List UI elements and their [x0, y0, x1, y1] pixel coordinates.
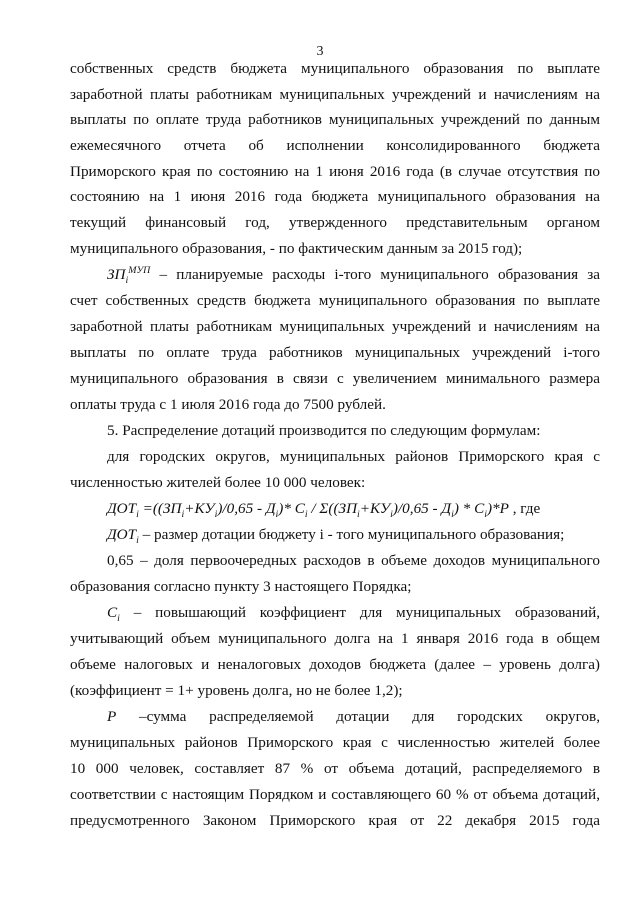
text-line: заработной платы работникам муниципальных учреждений и начислениям на	[70, 86, 600, 103]
c-definition-text: – повышающий коэффициент для муниципальных образований,	[133, 604, 601, 621]
text-line: выплаты по оплате труда работников муниципальных учреждений i-того	[70, 344, 600, 361]
text-line: муниципального образования в связи с увеличением минимального размера	[70, 370, 600, 387]
text-line: предусмотренного Законом Приморского края от 22 декабря 2015 года	[70, 812, 600, 829]
text-line: муниципального образования, - по фактическим данным за 2015 год);	[70, 240, 523, 257]
text-line: образования согласно пункту 3 настоящего Порядка;	[70, 578, 412, 595]
text-line: Приморского края по состоянию на 1 июня 2016 года (в случае отсутствия по	[70, 163, 600, 180]
dot-definition-text: – размер дотации бюджету i - того муниципального образования;	[138, 526, 565, 543]
text-line: счет собственных средств бюджета муниципального образования по выплате	[70, 292, 600, 309]
zp-superscript: МУП	[128, 264, 151, 276]
text-line: собственных средств бюджета муниципального образования по выплате	[70, 60, 600, 77]
p-symbol: Р	[107, 708, 117, 725]
text-line: муниципальных районов Приморского края с численностью жителей более	[70, 734, 600, 751]
text-line: (коэффициент = 1+ уровень долга, но не более 1,2);	[70, 682, 403, 699]
distribution-formula: $ДОТ_i =((ЗП_i+КУ_i)/0,65 - Д_i)*$ $С_i / \Sigma((ЗП_i+КУ_i)/0,65 - Д_i) * С_i)*Р$ , где	[107, 500, 541, 521]
c-definition-line	[107, 604, 601, 625]
text-line: учитывающий объем муниципального долга на 1 января 2016 года в общем	[70, 630, 600, 647]
c-subscript: i	[117, 613, 120, 625]
text-line: текущий финансовый год, утвержденного представительным органом	[70, 214, 600, 231]
text-line: численностью жителей более 10 000 человек:	[70, 474, 366, 491]
zp-definition-text: – планируемые расходы i-того муниципального образования за	[159, 266, 600, 283]
text-line: заработной платы работникам муниципальных учреждений и начислениям на	[70, 318, 600, 335]
p-definition-line	[107, 708, 600, 726]
text-line: оплаты труда с 1 июля 2016 года до 7500 рублей.	[70, 396, 386, 413]
text-line: объеме налоговых и неналоговых доходов бюджета (далее – уровень долга)	[70, 656, 600, 673]
section-heading: 5. Распределение дотаций производится по следующим формулам:	[107, 422, 541, 439]
text-line: 0,65 – доля первоочередных расходов в объеме доходов муниципального	[107, 552, 600, 569]
c-symbol: С	[107, 604, 118, 621]
dot-symbol: ДОТ	[107, 526, 137, 543]
text-line: ежемесячного отчета об исполнении консолидированного бюджета	[70, 137, 600, 154]
dot-definition-line	[107, 526, 600, 547]
zp-definition-line	[107, 264, 600, 287]
text-line: выплаты по оплате труда работников муниципальных учреждений по данным	[70, 111, 600, 128]
text-line: состоянию на 1 июня 2016 года бюджета муниципального образования на	[70, 188, 600, 205]
text-line: соответствии с настоящим Порядком и составляющего 60 % от объема дотаций,	[70, 786, 600, 803]
p-definition-text: –сумма распределяемой дотации для городских округов,	[139, 708, 600, 725]
zp-symbol: ЗП	[107, 266, 126, 283]
text-line: 10 000 человек, составляет 87 % от объема дотаций, распределяемого в	[70, 760, 600, 777]
page-number: 3	[316, 44, 324, 59]
text-line: для городских округов, муниципальных районов Приморского края с	[107, 448, 600, 465]
zp-subscript: i	[125, 275, 129, 287]
dot-subscript: i	[136, 535, 139, 547]
